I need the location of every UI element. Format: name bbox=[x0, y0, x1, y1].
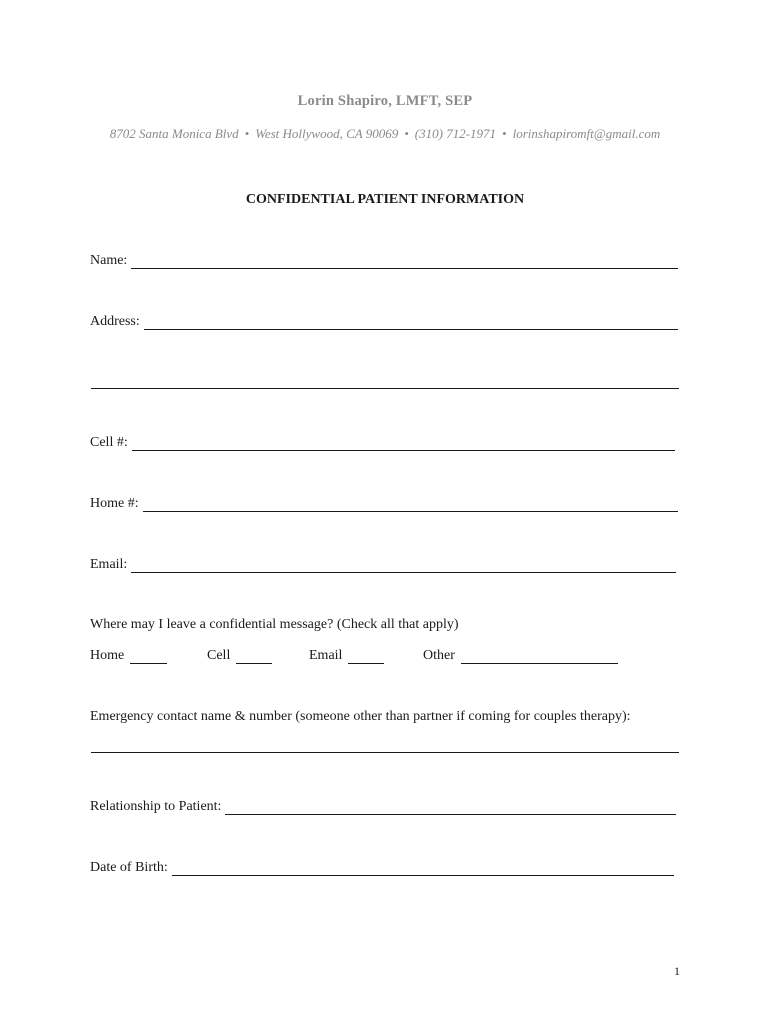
separator-dot: • bbox=[244, 126, 250, 141]
email-label: Email: bbox=[90, 557, 128, 572]
practitioner-address: 8702 Santa Monica Blvd bbox=[109, 126, 239, 141]
practitioner-email: lorinshapiromft@gmail.com bbox=[512, 126, 661, 141]
cell-input-line[interactable] bbox=[132, 435, 675, 451]
separator-dot: • bbox=[502, 126, 507, 141]
relationship-field[interactable] bbox=[90, 799, 676, 815]
message-option-home[interactable] bbox=[90, 648, 167, 664]
option-cell-label: Cell bbox=[207, 648, 231, 663]
practitioner-name: Lorin Shapiro, LMFT, SEP bbox=[297, 93, 473, 109]
practitioner-city: West Hollywood, CA 90069 bbox=[255, 126, 399, 141]
address-label: Address: bbox=[90, 314, 140, 329]
dob-label: Date of Birth: bbox=[90, 860, 168, 875]
relationship-input-line[interactable] bbox=[225, 799, 676, 815]
home-phone-label: Home #: bbox=[90, 496, 139, 511]
name-label: Name: bbox=[90, 253, 128, 268]
option-home-checkline[interactable] bbox=[130, 648, 167, 664]
option-other-label: Other bbox=[423, 648, 455, 663]
email-field[interactable] bbox=[90, 557, 676, 573]
practitioner-contact-line bbox=[0, 126, 770, 142]
message-option-email[interactable] bbox=[309, 648, 384, 664]
name-input-line[interactable] bbox=[131, 253, 678, 269]
address-second-line[interactable] bbox=[91, 388, 679, 389]
home-phone-field[interactable] bbox=[90, 496, 678, 512]
option-home-label: Home bbox=[90, 648, 125, 663]
name-field[interactable] bbox=[90, 253, 678, 269]
option-cell-checkline[interactable] bbox=[236, 648, 272, 664]
cell-label: Cell #: bbox=[90, 435, 128, 450]
option-email-label: Email bbox=[309, 648, 343, 663]
dob-input-line[interactable] bbox=[172, 860, 674, 876]
message-option-other[interactable] bbox=[423, 648, 618, 664]
emergency-contact-label: Emergency contact name & number (someone other than partner if coming for couples therapy): bbox=[90, 709, 631, 724]
dob-field[interactable] bbox=[90, 860, 674, 876]
practitioner-phone: (310) 712-1971 bbox=[414, 126, 497, 141]
relationship-label: Relationship to Patient: bbox=[90, 799, 222, 814]
emergency-contact-input-line[interactable] bbox=[91, 752, 679, 753]
document-title: CONFIDENTIAL PATIENT INFORMATION bbox=[245, 192, 525, 207]
option-email-checkline[interactable] bbox=[348, 648, 384, 664]
message-question: Where may I leave a confidential message? (Check all that apply) bbox=[90, 617, 459, 632]
address-field[interactable] bbox=[90, 314, 678, 330]
address-input-line[interactable] bbox=[144, 314, 678, 330]
option-other-input-line[interactable] bbox=[461, 648, 618, 664]
email-input-line[interactable] bbox=[131, 557, 676, 573]
home-phone-input-line[interactable] bbox=[143, 496, 678, 512]
page-number: 1 bbox=[674, 964, 680, 978]
message-option-cell[interactable] bbox=[207, 648, 272, 664]
cell-field[interactable] bbox=[90, 435, 675, 451]
separator-dot: • bbox=[404, 126, 409, 141]
